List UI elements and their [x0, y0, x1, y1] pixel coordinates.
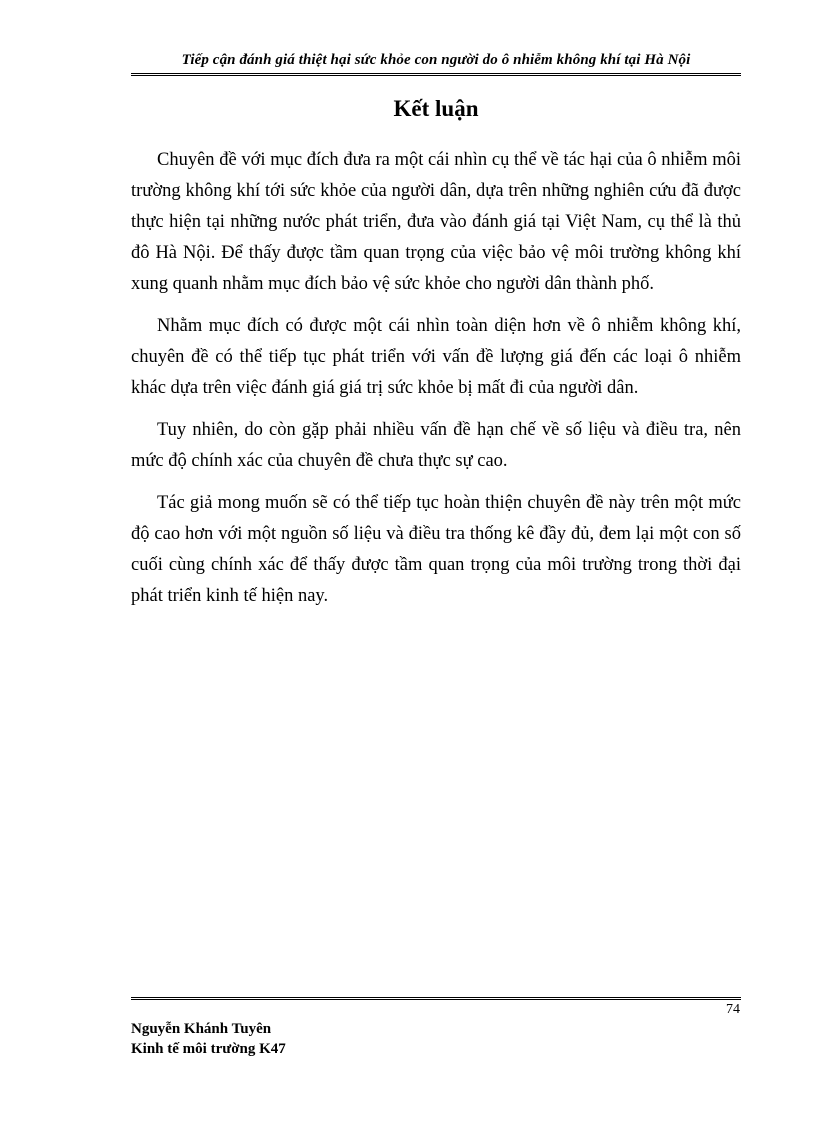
header-divider: [131, 73, 741, 76]
paragraph-4: Tác giả mong muốn sẽ có thể tiếp tục hoàn thiện chuyên đề này trên một mức độ cao hơn với một nguồn số liệu và điều tra thống kê đầy đủ, đem lại một con số cuối cùng chính xác để thấy được tầm quan trọng của môi trường trong thời đại phát triển kinh tế hiện nay.: [131, 493, 741, 606]
body-text: [131, 145, 741, 623]
page-number: 74: [726, 1002, 740, 1017]
footer-info: [131, 1019, 286, 1059]
paragraph-1: Chuyên đề với mục đích đưa ra một cái nhìn cụ thể về tác hại của ô nhiễm môi trường không khí tới sức khỏe của người dân, dựa trên những nghiên cứu đã được thực hiện tại những nước phát triển, đưa vào đánh giá tại Việt Nam, cụ thể là thủ đô Hà Nội. Để thấy được tầm quan trọng của việc bảo vệ môi trường không khí xung quanh nhằm mục đích bảo vệ sức khỏe cho người dân thành phố.: [131, 150, 741, 294]
paragraph-3: Tuy nhiên, do còn gặp phải nhiều vấn đề hạn chế về số liệu và điều tra, nên mức độ chính xác của chuyên đề chưa thực sự cao.: [131, 420, 741, 471]
page-title: Kết luận: [393, 96, 479, 121]
paragraph-2: Nhằm mục đích có được một cái nhìn toàn diện hơn về ô nhiễm không khí, chuyên đề có thể tiếp tục phát triển với vấn đề lượng giá đến các loại ô nhiễm khác dựa trên việc đánh giá giá trị sức khỏe bị mất đi của người dân.: [131, 316, 741, 398]
running-header: Tiếp cận đánh giá thiệt hại sức khỏe con người do ô nhiễm không khí tại Hà Nội: [181, 52, 691, 68]
footer-divider: [131, 997, 741, 1000]
author-name: Nguyễn Khánh Tuyên: [131, 1021, 272, 1037]
author-class: Kinh tế môi trường K47: [131, 1041, 286, 1057]
